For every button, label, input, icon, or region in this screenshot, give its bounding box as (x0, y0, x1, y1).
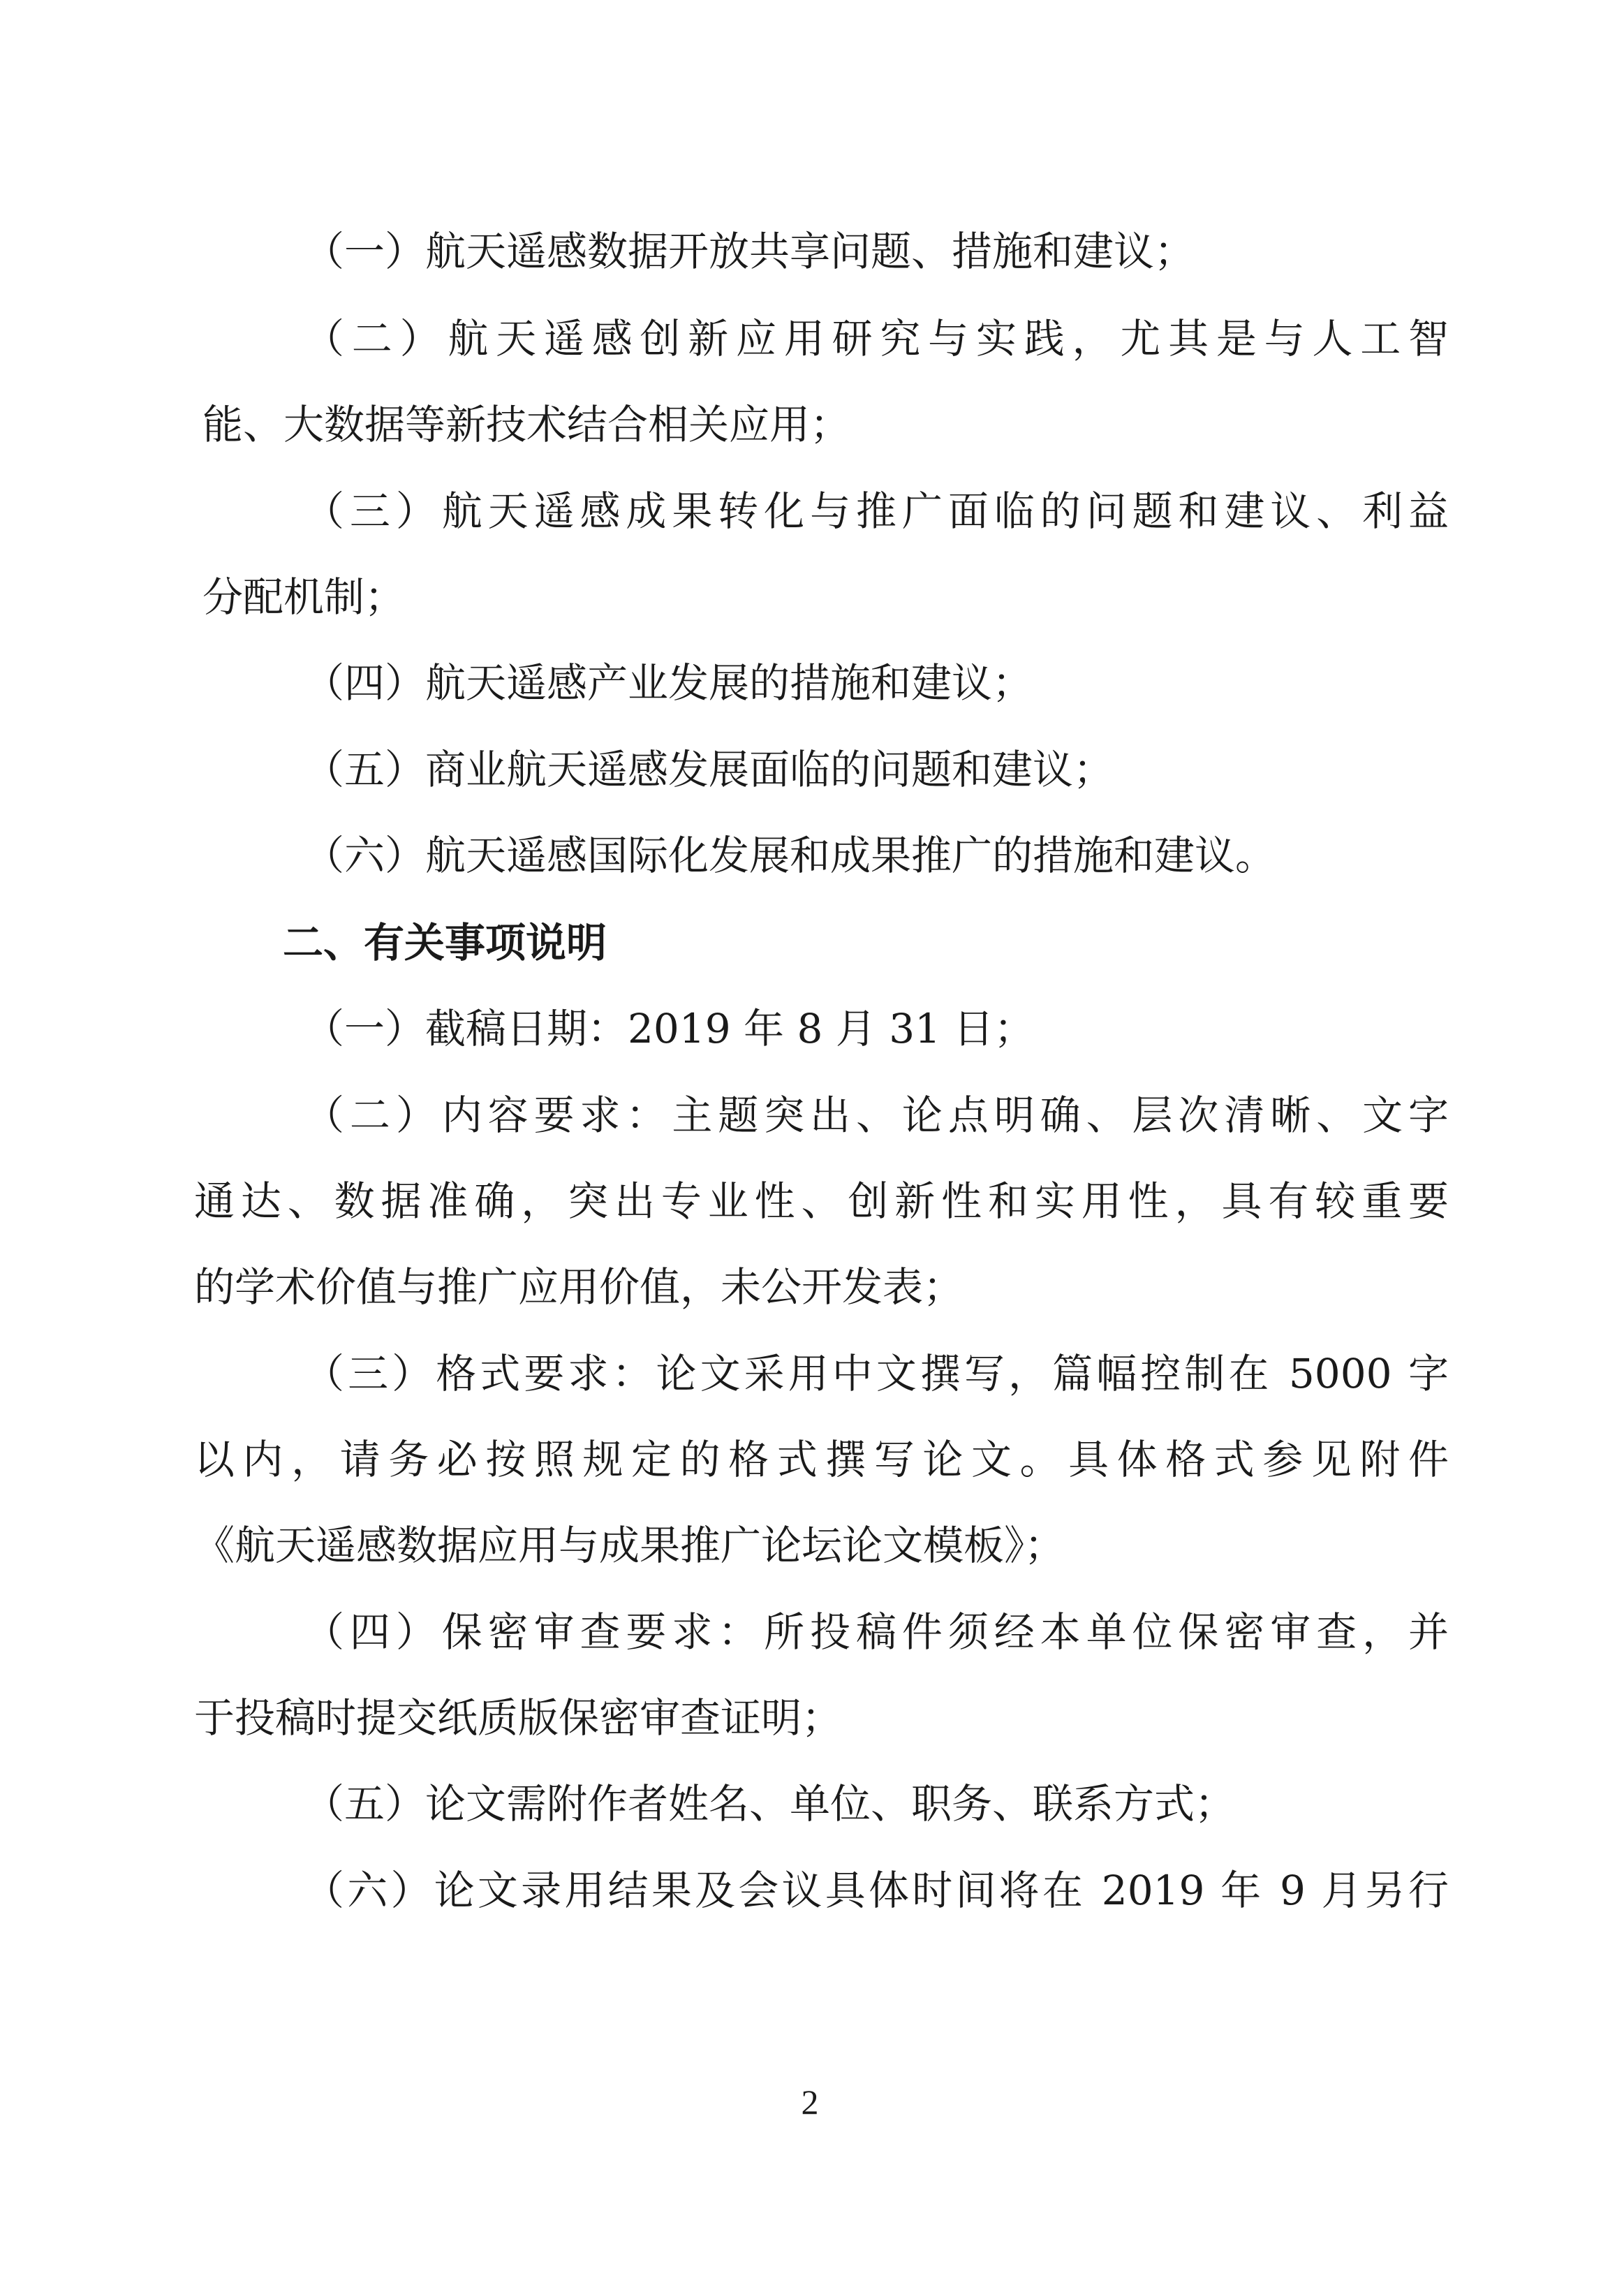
notice-deadline: （一）截稿日期：2019 年 8 月 31 日； (304, 1005, 1035, 1052)
topic-item-2-line-1: （二）航天遥感创新应用研究与实践，尤其是与人工智 (304, 315, 1449, 362)
notice-format-line-1: （三）格式要求：论文采用中文撰写，篇幅控制在 5000 字 (304, 1350, 1449, 1397)
notice-results-line-1: （六）论文录用结果及会议具体时间将在 2019 年 9 月另行 (304, 1867, 1449, 1914)
topic-item-2-line-2: 能、大数据等新技术结合相关应用； (202, 401, 851, 448)
topic-item-3-line-1: （三）航天遥感成果转化与推广面临的问题和建议、利益 (304, 487, 1449, 535)
topic-item-1: （一）航天遥感数据开放共享问题、措施和建议； (304, 228, 1195, 275)
topic-item-3-line-2: 分配机制； (202, 573, 406, 621)
notice-author-info: （五）论文需附作者姓名、单位、职务、联系方式； (304, 1780, 1236, 1828)
notice-format-line-2: 以内，请务必按照规定的格式撰写论文。具体格式参见附件 (194, 1436, 1449, 1483)
topic-item-4: （四）航天遥感产业发展的措施和建议； (304, 659, 1033, 707)
notice-content-line-2: 通达、数据准确，突出专业性、创新性和实用性，具有较重要 (194, 1177, 1449, 1225)
page-number: 2 (801, 2082, 819, 2122)
topic-item-6: （六）航天遥感国际化发展和成果推广的措施和建议。 (304, 832, 1276, 879)
notice-security-line-2: 于投稿时提交纸质版保密审查证明； (194, 1694, 843, 1742)
notice-format-line-3: 《航天遥感数据应用与成果推广论坛论文模板》； (194, 1522, 1065, 1569)
notice-content-line-1: （二）内容要求：主题突出、论点明确、层次清晰、文字 (304, 1092, 1449, 1139)
topic-item-5: （五）商业航天遥感发展面临的问题和建议； (304, 746, 1114, 793)
notice-security-line-1: （四）保密审查要求：所投稿件须经本单位保密审查，并 (304, 1608, 1449, 1656)
notice-content-line-3: 的学术价值与推广应用价值，未公开发表； (194, 1263, 964, 1311)
section-heading: 二、有关事项说明 (283, 919, 607, 967)
